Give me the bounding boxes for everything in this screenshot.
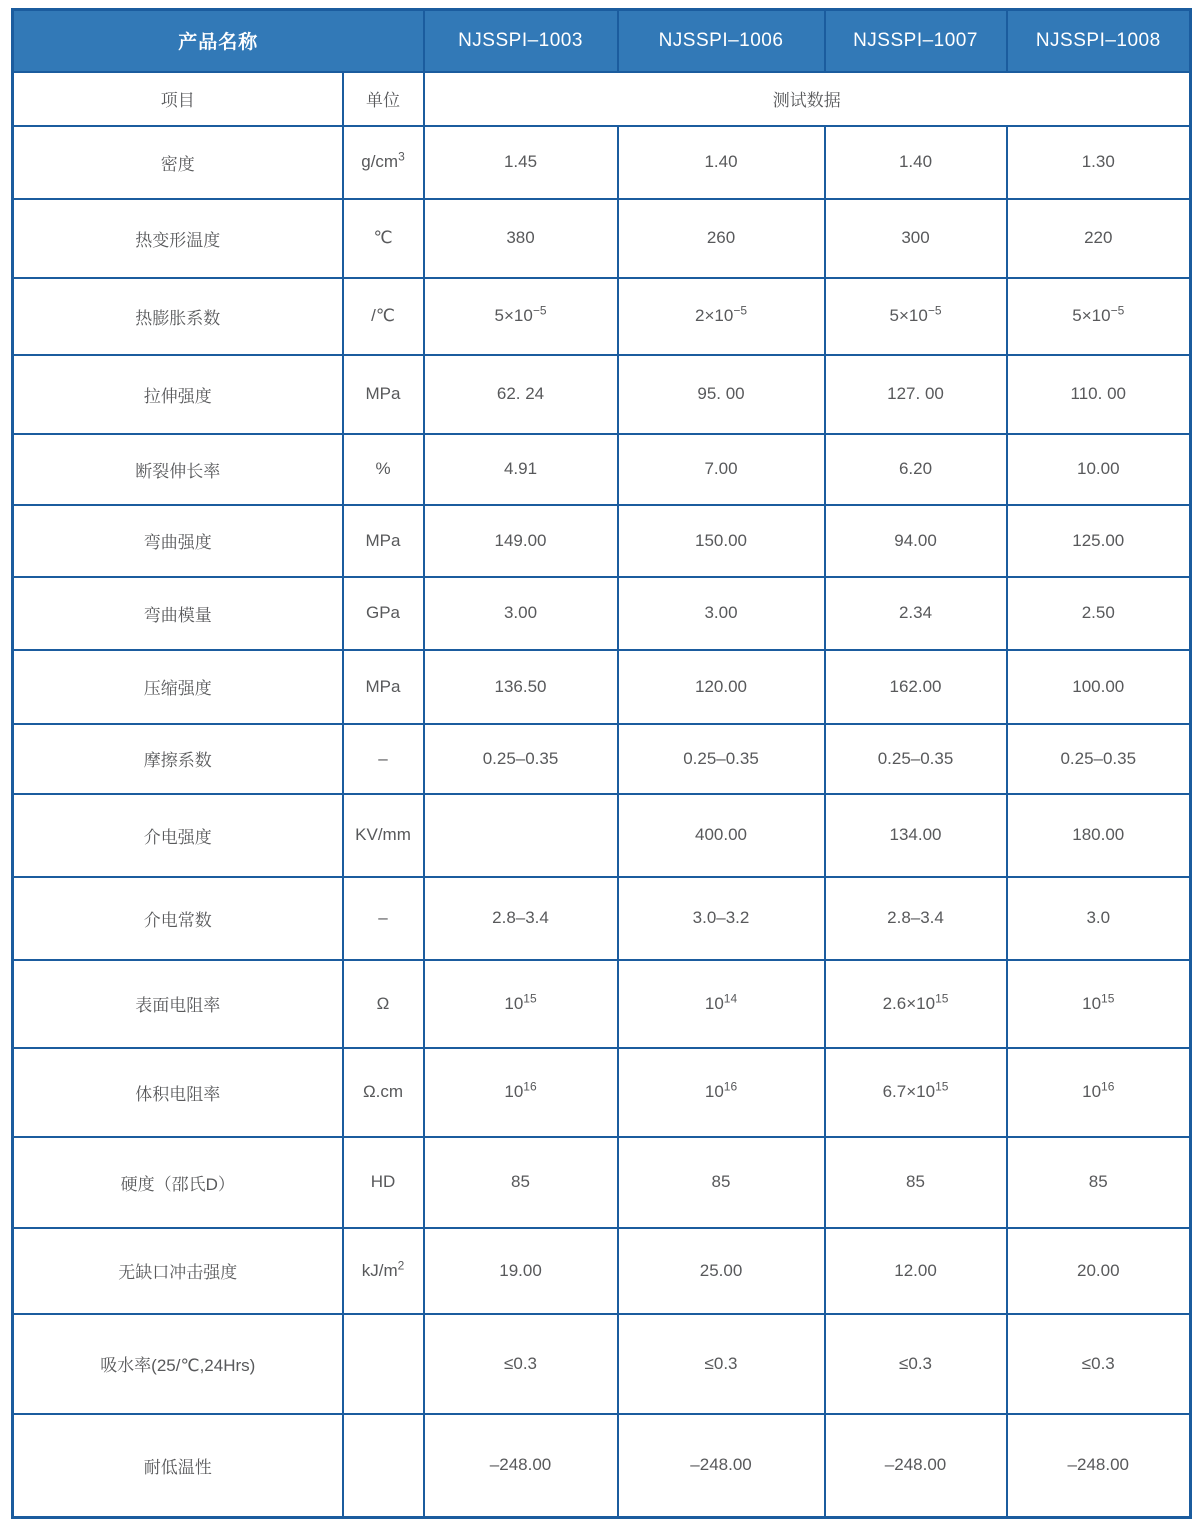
product-header-njsspi-1008: NJSSPI–1008	[1007, 10, 1191, 72]
value-cell	[424, 794, 618, 877]
value-cell: $10^{16}$	[424, 1048, 618, 1137]
table-row	[13, 960, 1191, 1048]
value-cell: $5\times 10^{-5}$	[1007, 278, 1191, 355]
unit-cell	[343, 1314, 424, 1414]
table-row	[13, 126, 1191, 199]
value-cell: 134.00	[825, 794, 1007, 877]
unit-cell	[343, 1414, 424, 1518]
item-cell: 热变形温度	[13, 199, 343, 278]
unit-cell: $kJ/m^2$	[343, 1228, 424, 1314]
value-cell: 1.45	[424, 126, 618, 199]
unit-cell: MPa	[343, 505, 424, 577]
unit-cell: /℃	[343, 278, 424, 355]
unit-cell: –	[343, 877, 424, 960]
value-cell: $10^{14}$	[618, 960, 825, 1048]
spec-table-body	[13, 126, 1191, 1518]
unit-cell: %	[343, 434, 424, 505]
value-cell: 0.25–0.35	[1007, 724, 1191, 794]
table-row	[13, 577, 1191, 650]
unit-cell: GPa	[343, 577, 424, 650]
value-cell: $10^{15}$	[1007, 960, 1191, 1048]
product-header-njsspi-1007: NJSSPI–1007	[825, 10, 1007, 72]
value-cell: 4.91	[424, 434, 618, 505]
item-cell: 密度	[13, 126, 343, 199]
test-data-header: 测试数据	[424, 72, 1191, 126]
value-cell: –248.00	[1007, 1414, 1191, 1518]
unit-cell: $g/cm^3$	[343, 126, 424, 199]
value-cell: –248.00	[618, 1414, 825, 1518]
value-cell: 3.0	[1007, 877, 1191, 960]
item-cell: 断裂伸长率	[13, 434, 343, 505]
value-cell: 1.40	[825, 126, 1007, 199]
table-row	[13, 199, 1191, 278]
table-row	[13, 794, 1191, 877]
value-cell: ≤0.3	[825, 1314, 1007, 1414]
value-cell: 150.00	[618, 505, 825, 577]
table-row	[13, 1414, 1191, 1518]
unit-cell: MPa	[343, 355, 424, 434]
value-cell: 400.00	[618, 794, 825, 877]
unit-cell: Ω	[343, 960, 424, 1048]
value-cell: 3.0–3.2	[618, 877, 825, 960]
table-row	[13, 434, 1191, 505]
value-cell: 62. 24	[424, 355, 618, 434]
unit-cell: MPa	[343, 650, 424, 724]
spec-table	[11, 8, 1192, 1519]
value-cell: $10^{15}$	[424, 960, 618, 1048]
value-cell: 100.00	[1007, 650, 1191, 724]
value-cell: 0.25–0.35	[424, 724, 618, 794]
item-cell: 体积电阻率	[13, 1048, 343, 1137]
value-cell: 85	[825, 1137, 1007, 1228]
value-cell: 220	[1007, 199, 1191, 278]
product-header-row	[13, 10, 1191, 72]
value-cell: 85	[424, 1137, 618, 1228]
value-cell: 20.00	[1007, 1228, 1191, 1314]
value-cell: 260	[618, 199, 825, 278]
item-column-header: 项目	[13, 72, 343, 126]
value-cell: 2.34	[825, 577, 1007, 650]
value-cell: 149.00	[424, 505, 618, 577]
value-cell: 125.00	[1007, 505, 1191, 577]
item-cell: 硬度（邵氏D）	[13, 1137, 343, 1228]
item-cell: 无缺口冲击强度	[13, 1228, 343, 1314]
product-header-njsspi-1006: NJSSPI–1006	[618, 10, 825, 72]
value-cell: 3.00	[424, 577, 618, 650]
item-cell: 热膨胀系数	[13, 278, 343, 355]
table-row	[13, 355, 1191, 434]
value-cell: 110. 00	[1007, 355, 1191, 434]
unit-cell: KV/mm	[343, 794, 424, 877]
item-cell: 介电强度	[13, 794, 343, 877]
item-cell: 介电常数	[13, 877, 343, 960]
product-name-header: 产品名称	[13, 10, 424, 72]
table-row	[13, 650, 1191, 724]
value-cell: $2.6\times 10^{15}$	[825, 960, 1007, 1048]
value-cell: 10.00	[1007, 434, 1191, 505]
value-cell: 19.00	[424, 1228, 618, 1314]
value-cell: 0.25–0.35	[825, 724, 1007, 794]
value-cell: 136.50	[424, 650, 618, 724]
value-cell: 1.30	[1007, 126, 1191, 199]
value-cell: 2.8–3.4	[825, 877, 1007, 960]
unit-column-header: 单位	[343, 72, 424, 126]
table-row	[13, 1314, 1191, 1414]
table-row	[13, 1228, 1191, 1314]
table-row	[13, 1137, 1191, 1228]
value-cell: 2.8–3.4	[424, 877, 618, 960]
value-cell: –248.00	[424, 1414, 618, 1518]
value-cell: 380	[424, 199, 618, 278]
value-cell: 94.00	[825, 505, 1007, 577]
table-row	[13, 1048, 1191, 1137]
value-cell: ≤0.3	[1007, 1314, 1191, 1414]
item-cell: 弯曲模量	[13, 577, 343, 650]
item-cell: 表面电阻率	[13, 960, 343, 1048]
value-cell: ≤0.3	[618, 1314, 825, 1414]
value-cell: 6.20	[825, 434, 1007, 505]
value-cell: 3.00	[618, 577, 825, 650]
value-cell: 0.25–0.35	[618, 724, 825, 794]
value-cell: $2\times 10^{-5}$	[618, 278, 825, 355]
table-row	[13, 877, 1191, 960]
table-row	[13, 505, 1191, 577]
unit-cell: ℃	[343, 199, 424, 278]
item-cell: 弯曲强度	[13, 505, 343, 577]
table-row	[13, 724, 1191, 794]
value-cell: $10^{16}$	[618, 1048, 825, 1137]
value-cell: 7.00	[618, 434, 825, 505]
item-cell: 耐低温性	[13, 1414, 343, 1518]
value-cell: $5\times 10^{-5}$	[825, 278, 1007, 355]
item-cell: 摩擦系数	[13, 724, 343, 794]
subheader-row	[13, 72, 1191, 126]
value-cell: $5\times 10^{-5}$	[424, 278, 618, 355]
table-row	[13, 278, 1191, 355]
value-cell: 2.50	[1007, 577, 1191, 650]
item-cell: 吸水率(25/℃,24Hrs)	[13, 1314, 343, 1414]
unit-cell: Ω.cm	[343, 1048, 424, 1137]
value-cell: 25.00	[618, 1228, 825, 1314]
value-cell: 1.40	[618, 126, 825, 199]
value-cell: 85	[618, 1137, 825, 1228]
value-cell: $10^{16}$	[1007, 1048, 1191, 1137]
unit-cell: HD	[343, 1137, 424, 1228]
value-cell: –248.00	[825, 1414, 1007, 1518]
value-cell: 95. 00	[618, 355, 825, 434]
value-cell: 120.00	[618, 650, 825, 724]
value-cell: 162.00	[825, 650, 1007, 724]
value-cell: ≤0.3	[424, 1314, 618, 1414]
item-cell: 压缩强度	[13, 650, 343, 724]
value-cell: 12.00	[825, 1228, 1007, 1314]
item-cell: 拉伸强度	[13, 355, 343, 434]
value-cell: 85	[1007, 1137, 1191, 1228]
product-header-njsspi-1003: NJSSPI–1003	[424, 10, 618, 72]
unit-cell: –	[343, 724, 424, 794]
value-cell: 180.00	[1007, 794, 1191, 877]
value-cell: 127. 00	[825, 355, 1007, 434]
value-cell: 300	[825, 199, 1007, 278]
value-cell: $6.7\times 10^{15}$	[825, 1048, 1007, 1137]
